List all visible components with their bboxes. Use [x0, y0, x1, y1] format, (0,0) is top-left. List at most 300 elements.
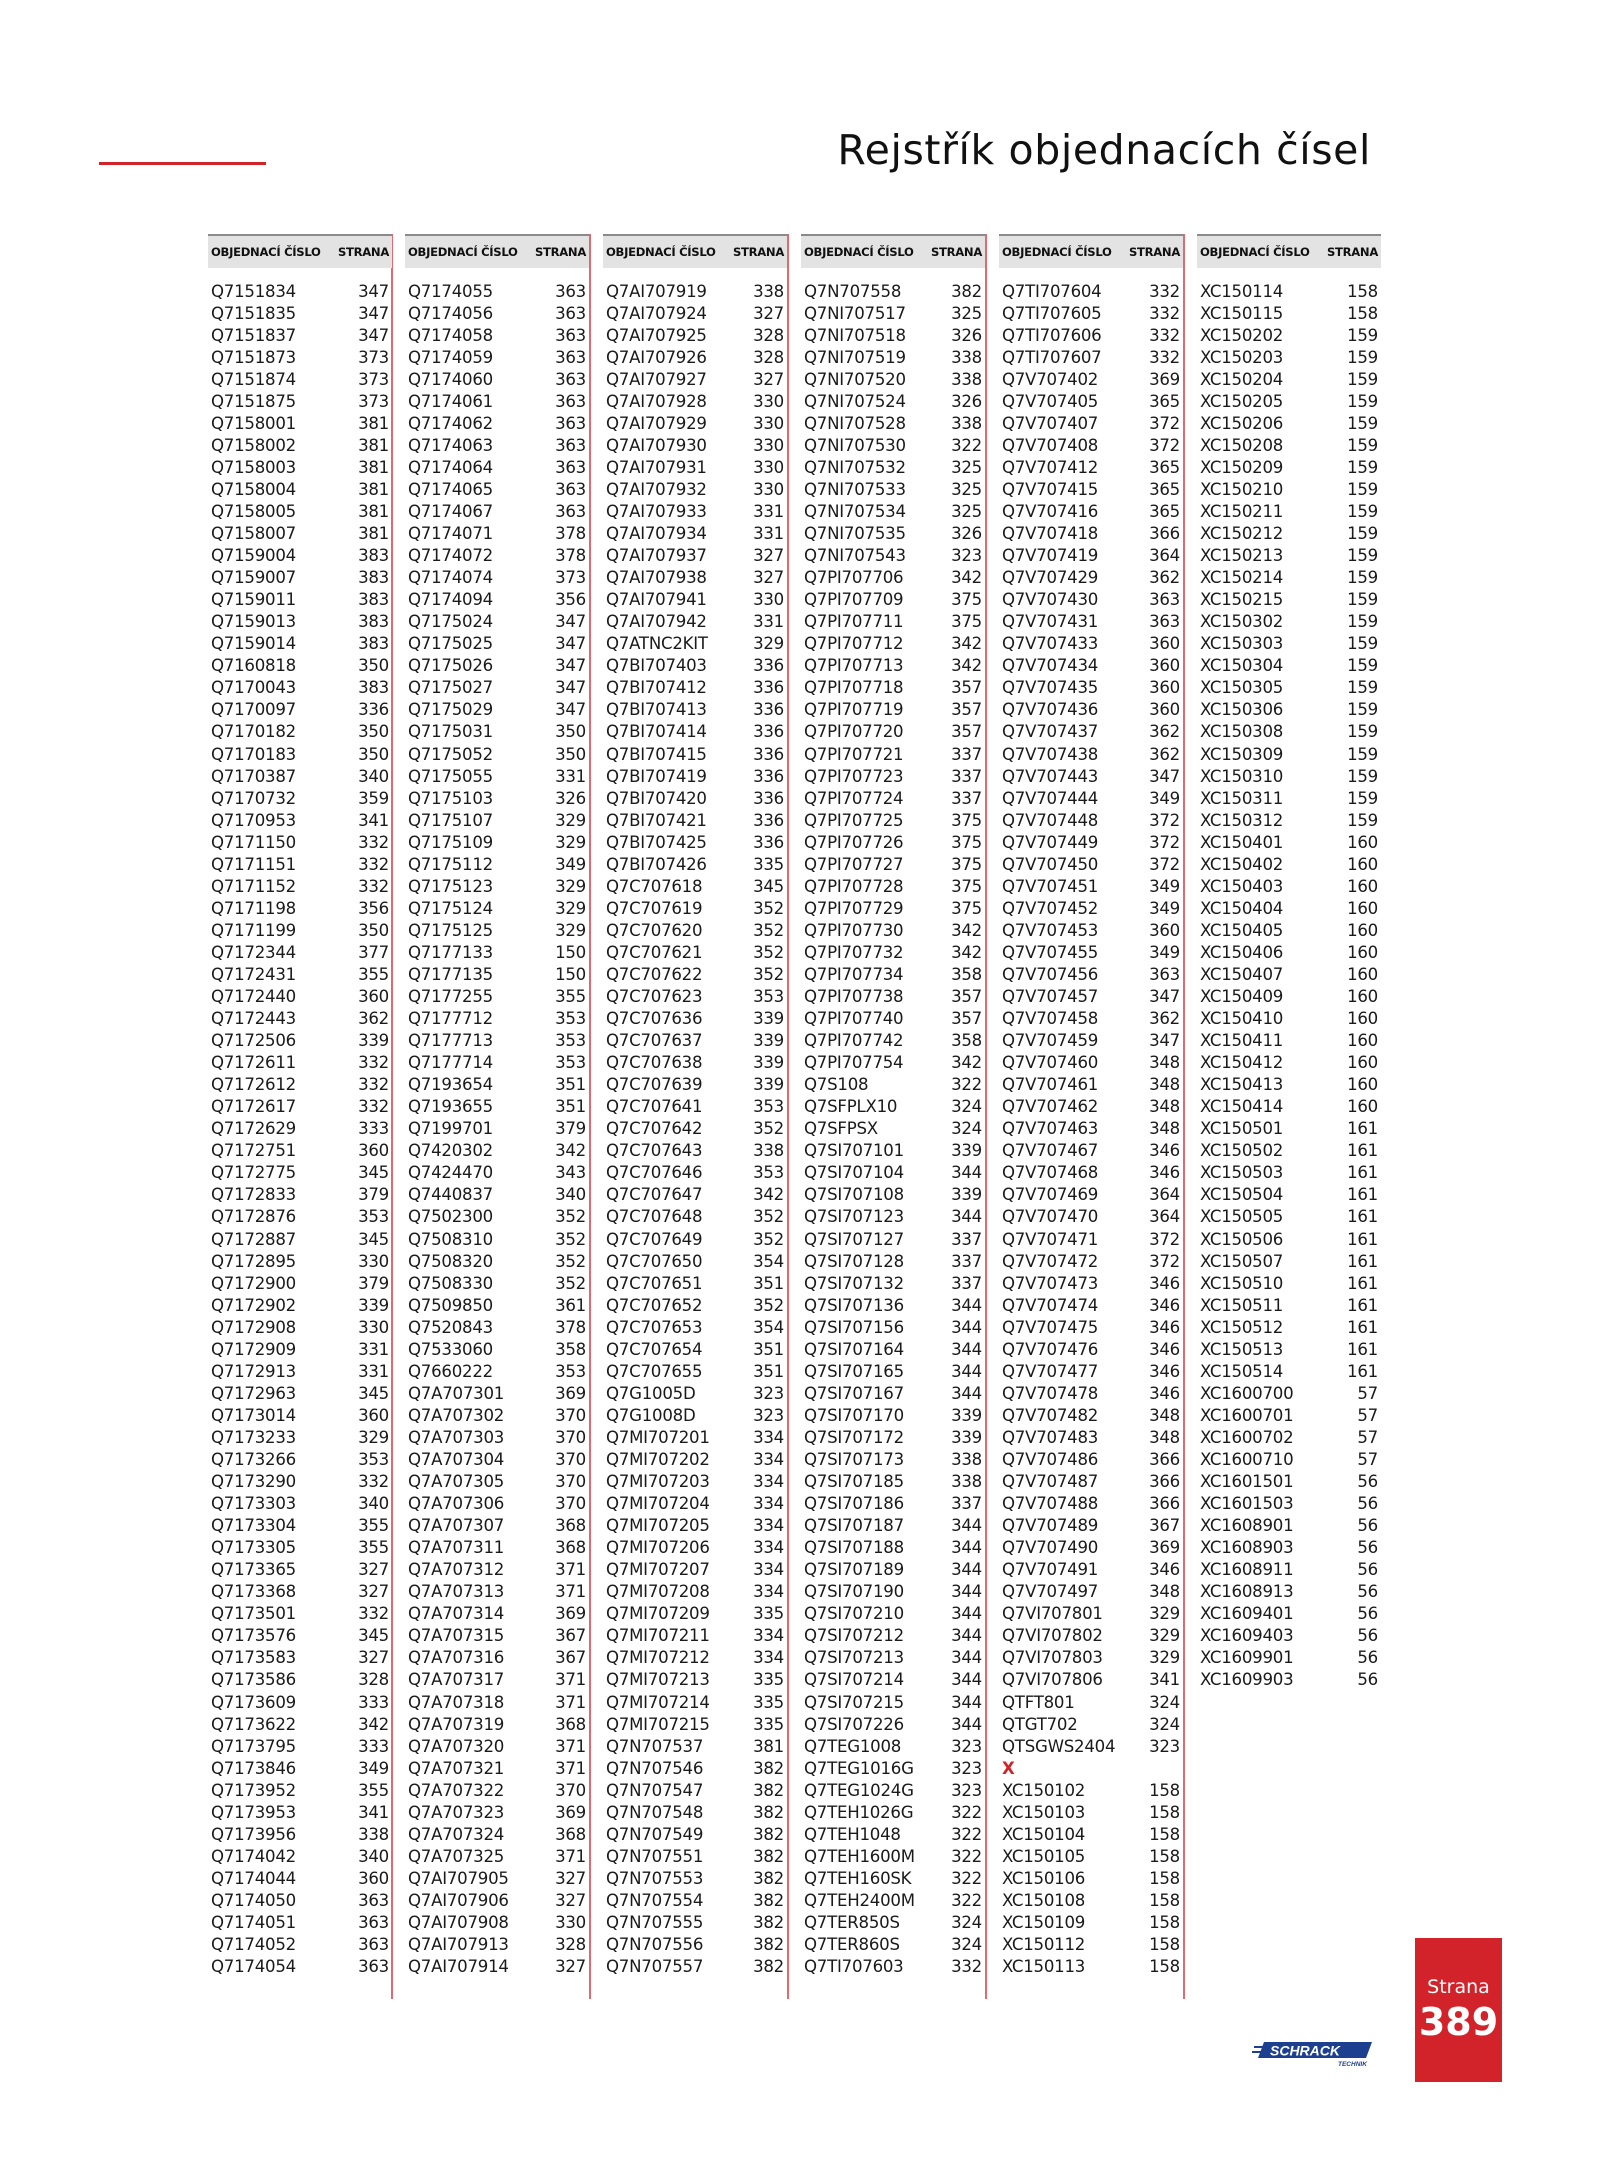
order-number: Q7V707412	[1002, 457, 1099, 477]
index-row	[801, 1823, 985, 1845]
index-row	[999, 765, 1183, 787]
page-reference: 323	[951, 546, 982, 566]
index-row	[208, 1140, 392, 1162]
index-row	[801, 1735, 985, 1757]
index-row	[801, 875, 985, 897]
order-number: Q7174062	[408, 413, 493, 433]
page-reference: 373	[358, 347, 389, 367]
page-reference: 56	[1357, 1626, 1378, 1646]
index-row	[801, 1404, 985, 1426]
index-row	[405, 1382, 589, 1404]
index-row	[405, 1228, 589, 1250]
page-reference: 367	[555, 1626, 586, 1646]
page-reference: 322	[951, 1802, 982, 1822]
order-number: Q7SI707170	[804, 1405, 904, 1425]
index-row	[1197, 1515, 1381, 1537]
index-row	[405, 875, 589, 897]
page-reference: 329	[555, 832, 586, 852]
index-row	[1197, 412, 1381, 434]
index-row	[603, 1008, 787, 1030]
index-row	[603, 302, 787, 324]
order-number: Q7MI707207	[606, 1560, 710, 1580]
index-row	[801, 1691, 985, 1713]
page-reference: 381	[753, 1736, 784, 1756]
page-reference: 342	[555, 1141, 586, 1161]
page-reference: 370	[555, 1472, 586, 1492]
index-row	[405, 1360, 589, 1382]
order-number: Q7TEH2400M	[804, 1890, 915, 1910]
order-number: Q7C707651	[606, 1273, 703, 1293]
page-reference: 328	[753, 347, 784, 367]
order-number: Q7N707556	[606, 1935, 704, 1955]
index-row	[1197, 1030, 1381, 1052]
header-page-label: STRANA	[534, 245, 586, 259]
order-number: Q7V707472	[1002, 1251, 1099, 1271]
page-reference: 381	[358, 479, 389, 499]
order-number: Q7BI707413	[606, 700, 707, 720]
index-row	[405, 1140, 589, 1162]
order-number: XC150103	[1002, 1802, 1086, 1822]
order-number: Q7175112	[408, 854, 493, 874]
index-row	[1197, 941, 1381, 963]
page-reference: 329	[555, 920, 586, 940]
page-reference: 363	[555, 325, 586, 345]
order-number: XC150410	[1200, 1009, 1284, 1029]
column-divider	[589, 234, 591, 1999]
index-row	[208, 1889, 392, 1911]
index-row	[405, 1118, 589, 1140]
index-row	[603, 1228, 787, 1250]
page-reference: 327	[555, 1957, 586, 1977]
page-reference: 323	[753, 1405, 784, 1425]
order-number: XC150406	[1200, 942, 1284, 962]
index-row	[405, 1316, 589, 1338]
index-row	[208, 589, 392, 611]
index-row	[208, 919, 392, 941]
page-reference: 365	[1149, 501, 1180, 521]
order-number: Q7AI707934	[606, 524, 707, 544]
order-number: Q7170732	[211, 788, 296, 808]
order-number: Q7A707319	[408, 1714, 505, 1734]
page-reference: 345	[358, 1229, 389, 1249]
page-reference: 323	[951, 1780, 982, 1800]
index-row	[999, 1250, 1183, 1272]
page-reference: 326	[951, 524, 982, 544]
index-row	[999, 1757, 1183, 1779]
index-row	[1197, 1162, 1381, 1184]
order-number: Q7C707655	[606, 1361, 703, 1381]
order-number: Q7NI707533	[804, 479, 906, 499]
page-reference: 338	[951, 347, 982, 367]
index-row	[208, 1118, 392, 1140]
page-reference: 161	[1347, 1163, 1378, 1183]
order-number: Q7C707646	[606, 1163, 703, 1183]
header-code-label: OBJEDNACÍ ČÍSLO	[606, 245, 716, 259]
page-reference: 350	[358, 722, 389, 742]
order-number: Q7A707325	[408, 1846, 505, 1866]
page-reference: 362	[358, 1009, 389, 1029]
order-number: Q7440837	[408, 1185, 493, 1205]
page-reference: 352	[753, 920, 784, 940]
index-row	[603, 809, 787, 831]
order-number: Q7AI707926	[606, 347, 707, 367]
page-reference: 158	[1347, 303, 1378, 323]
page-reference: 360	[358, 1141, 389, 1161]
index-row	[1197, 589, 1381, 611]
index-row	[1197, 324, 1381, 346]
column-header	[999, 234, 1183, 268]
index-row	[999, 1735, 1183, 1757]
page-reference: 327	[753, 546, 784, 566]
page-reference: 338	[753, 281, 784, 301]
order-number: Q7V707474	[1002, 1295, 1099, 1315]
page-reference: 56	[1357, 1538, 1378, 1558]
order-number: XC150403	[1200, 876, 1284, 896]
order-number: Q7175124	[408, 898, 493, 918]
index-row	[1197, 434, 1381, 456]
index-row	[208, 1801, 392, 1823]
index-row	[1197, 1471, 1381, 1493]
index-row	[603, 897, 787, 919]
page-reference: 331	[753, 612, 784, 632]
order-number: Q7SI707167	[804, 1383, 904, 1403]
page-reference: 332	[1149, 325, 1180, 345]
index-row	[208, 1669, 392, 1691]
page-reference: 378	[555, 524, 586, 544]
order-number: Q7420302	[408, 1141, 493, 1161]
page-reference: 344	[951, 1648, 982, 1668]
page-reference: 159	[1347, 546, 1378, 566]
order-number: Q7175027	[408, 678, 493, 698]
index-row	[603, 346, 787, 368]
order-number: Q7A707306	[408, 1494, 505, 1514]
order-number: Q7V707405	[1002, 391, 1099, 411]
index-row	[405, 280, 589, 302]
order-number: Q7SI707185	[804, 1472, 904, 1492]
index-row	[801, 1713, 985, 1735]
order-number: Q7TEG1024G	[804, 1780, 914, 1800]
page-reference: 342	[951, 942, 982, 962]
index-row	[208, 1537, 392, 1559]
page-reference: 372	[1149, 832, 1180, 852]
order-number: Q7SI707186	[804, 1494, 904, 1514]
index-row	[1197, 1426, 1381, 1448]
index-row	[1197, 1272, 1381, 1294]
index-row	[405, 1691, 589, 1713]
page-reference: 324	[951, 1912, 982, 1932]
order-number: Q7172611	[211, 1053, 296, 1073]
index-column	[405, 234, 589, 1978]
index-row	[999, 1008, 1183, 1030]
page-reference: 382	[753, 1912, 784, 1932]
page-reference: 349	[555, 854, 586, 874]
order-number: Q7174065	[408, 479, 493, 499]
page-reference: 346	[1149, 1141, 1180, 1161]
order-number: QTGT702	[1002, 1714, 1078, 1734]
index-row	[1197, 1206, 1381, 1228]
page-reference: 334	[753, 1538, 784, 1558]
index-row	[603, 523, 787, 545]
order-number: XC150210	[1200, 479, 1284, 499]
order-number: Q7SI707215	[804, 1692, 904, 1712]
index-row	[603, 1250, 787, 1272]
order-number: Q7V707450	[1002, 854, 1099, 874]
index-row	[405, 456, 589, 478]
order-number: Q7172895	[211, 1251, 296, 1271]
page-reference: 159	[1347, 435, 1378, 455]
order-number: Q7173303	[211, 1494, 296, 1514]
order-number: Q7177713	[408, 1031, 493, 1051]
page-reference: 341	[358, 1802, 389, 1822]
index-row	[208, 1074, 392, 1096]
page-reference: 158	[1149, 1868, 1180, 1888]
page-reference: 351	[555, 1075, 586, 1095]
index-row	[1197, 809, 1381, 831]
page-reference: 324	[951, 1119, 982, 1139]
index-row	[208, 1360, 392, 1382]
order-number: Q7N707554	[606, 1890, 704, 1910]
page-reference: 329	[358, 1427, 389, 1447]
order-number: Q7174072	[408, 546, 493, 566]
page-reference: 330	[753, 457, 784, 477]
order-number: Q7BI707415	[606, 744, 707, 764]
index-row	[405, 545, 589, 567]
page-reference: 349	[1149, 942, 1180, 962]
page-reference: 375	[951, 612, 982, 632]
order-number: Q7PI707738	[804, 987, 904, 1007]
page-reference: 371	[555, 1758, 586, 1778]
order-number: Q7174064	[408, 457, 493, 477]
order-number: Q7AI707913	[408, 1935, 509, 1955]
order-number: Q7C707636	[606, 1009, 703, 1029]
header-code-label: OBJEDNACÍ ČÍSLO	[1002, 245, 1112, 259]
page-reference: 338	[951, 1472, 982, 1492]
page-reference: 337	[951, 744, 982, 764]
page-reference: 347	[1149, 987, 1180, 1007]
index-row	[603, 1559, 787, 1581]
page-reference: 359	[358, 788, 389, 808]
index-row	[999, 809, 1183, 831]
order-number: Q7A707302	[408, 1405, 505, 1425]
index-row	[999, 941, 1183, 963]
index-row	[801, 545, 985, 567]
index-column	[1197, 234, 1381, 1691]
order-number: Q7PI707706	[804, 568, 904, 588]
page-reference: 56	[1357, 1648, 1378, 1668]
index-row	[405, 941, 589, 963]
index-row	[603, 1493, 787, 1515]
order-number: XC1609903	[1200, 1670, 1294, 1690]
page-reference: 57	[1357, 1383, 1378, 1403]
index-row	[603, 589, 787, 611]
page-reference: 381	[358, 435, 389, 455]
page-reference: 346	[1149, 1361, 1180, 1381]
page-reference: 370	[555, 1780, 586, 1800]
index-row	[1197, 500, 1381, 522]
index-row	[208, 809, 392, 831]
page-reference: 375	[951, 898, 982, 918]
index-row	[1197, 1250, 1381, 1272]
index-row	[801, 1581, 985, 1603]
index-row	[801, 1911, 985, 1933]
page-reference: 159	[1347, 722, 1378, 742]
index-row	[208, 1448, 392, 1470]
page-reference: 329	[555, 898, 586, 918]
page-reference: 362	[1149, 568, 1180, 588]
column-header	[208, 234, 392, 268]
index-row	[208, 1316, 392, 1338]
page-reference: 365	[1149, 457, 1180, 477]
index-row	[405, 324, 589, 346]
order-number: XC150215	[1200, 590, 1284, 610]
page-reference: 364	[1149, 1185, 1180, 1205]
index-row	[208, 986, 392, 1008]
page-reference: 336	[753, 744, 784, 764]
order-number: Q7MI707203	[606, 1472, 710, 1492]
page-reference: 382	[951, 281, 982, 301]
order-number: Q7BI707412	[606, 678, 707, 698]
index-row	[801, 1338, 985, 1360]
index-row	[801, 1118, 985, 1140]
order-number: Q7MI707209	[606, 1604, 710, 1624]
index-row	[999, 1338, 1183, 1360]
order-number: XC150311	[1200, 788, 1284, 808]
order-number: Q7A707320	[408, 1736, 505, 1756]
order-number: Q7533060	[408, 1339, 493, 1359]
page-reference: 357	[951, 678, 982, 698]
page-reference: 356	[358, 898, 389, 918]
order-number: Q7V707475	[1002, 1317, 1099, 1337]
page-reference: 160	[1347, 1097, 1378, 1117]
order-number: Q7A707316	[408, 1648, 505, 1668]
index-row	[1197, 1448, 1381, 1470]
index-row	[801, 1096, 985, 1118]
order-number: Q7C707639	[606, 1075, 703, 1095]
order-number: Q7171150	[211, 832, 296, 852]
index-row	[999, 721, 1183, 743]
index-row	[603, 1404, 787, 1426]
index-row	[208, 324, 392, 346]
index-row	[801, 721, 985, 743]
index-row	[405, 963, 589, 985]
index-row	[801, 1471, 985, 1493]
page-reference: 330	[753, 435, 784, 455]
order-number: Q7NI707535	[804, 524, 906, 544]
order-number: XC150502	[1200, 1141, 1284, 1161]
page-reference: 158	[1347, 281, 1378, 301]
order-number: Q7173305	[211, 1538, 296, 1558]
order-number: Q7V707418	[1002, 524, 1099, 544]
order-number: Q7151873	[211, 347, 296, 367]
index-row	[1197, 787, 1381, 809]
order-number: Q7V707455	[1002, 942, 1099, 962]
index-row	[603, 1889, 787, 1911]
page-reference: 329	[1149, 1626, 1180, 1646]
order-number: Q7NI707534	[804, 501, 906, 521]
order-number: Q7172913	[211, 1361, 296, 1381]
order-number: Q7A707301	[408, 1383, 505, 1403]
index-row	[603, 1603, 787, 1625]
index-row	[999, 1713, 1183, 1735]
index-row	[405, 1338, 589, 1360]
index-row	[208, 1294, 392, 1316]
order-number: Q7174044	[211, 1868, 296, 1888]
index-row	[801, 1140, 985, 1162]
order-number: Q7SI707136	[804, 1295, 904, 1315]
order-number: XC1608901	[1200, 1516, 1294, 1536]
index-row	[999, 1867, 1183, 1889]
page-reference: 344	[951, 1163, 982, 1183]
index-row	[999, 324, 1183, 346]
order-number: Q7158002	[211, 435, 296, 455]
index-row	[801, 963, 985, 985]
header-code-label: OBJEDNACÍ ČÍSLO	[408, 245, 518, 259]
page-reference: 383	[358, 568, 389, 588]
page-reference: 370	[555, 1494, 586, 1514]
index-row	[405, 567, 589, 589]
page-reference: 56	[1357, 1472, 1378, 1492]
order-number: Q7SI707156	[804, 1317, 904, 1337]
index-row	[208, 434, 392, 456]
index-row	[208, 743, 392, 765]
order-number: Q7V707452	[1002, 898, 1099, 918]
order-number: XC150312	[1200, 810, 1284, 830]
order-number: Q7BI707419	[606, 766, 707, 786]
page-reference: 325	[951, 479, 982, 499]
column-divider	[1183, 234, 1185, 1999]
index-row	[1197, 1184, 1381, 1206]
index-row	[999, 611, 1183, 633]
page-reference: 346	[1149, 1560, 1180, 1580]
index-row	[999, 1647, 1183, 1669]
order-number: Q7170953	[211, 810, 296, 830]
page-reference: 372	[1149, 854, 1180, 874]
page-reference: 352	[753, 1207, 784, 1227]
index-row	[405, 1889, 589, 1911]
page-reference: 365	[1149, 391, 1180, 411]
index-row	[1197, 302, 1381, 324]
page-reference: 363	[555, 347, 586, 367]
order-number: Q7V707415	[1002, 479, 1099, 499]
page-reference: 323	[951, 1758, 982, 1778]
order-number: Q7171198	[211, 898, 296, 918]
order-number: Q7193654	[408, 1075, 493, 1095]
page-reference: 335	[753, 854, 784, 874]
page-reference: 381	[358, 413, 389, 433]
order-number: Q7V707448	[1002, 810, 1099, 830]
order-number: Q7PI707729	[804, 898, 904, 918]
index-row	[1197, 875, 1381, 897]
order-number: Q7PI707720	[804, 722, 904, 742]
page-reference: 331	[555, 766, 586, 786]
index-row	[1197, 1537, 1381, 1559]
index-row	[603, 1074, 787, 1096]
index-row	[603, 1647, 787, 1669]
order-number: Q7193655	[408, 1097, 493, 1117]
page-reference: 324	[1149, 1714, 1180, 1734]
page-reference: 382	[753, 1824, 784, 1844]
index-row	[208, 787, 392, 809]
page-reference: 336	[753, 656, 784, 676]
order-number: Q7BI707421	[606, 810, 707, 830]
order-number: XC150413	[1200, 1075, 1284, 1095]
order-number: Q7159013	[211, 612, 296, 632]
page-reference: 159	[1347, 810, 1378, 830]
index-row	[603, 1030, 787, 1052]
order-number: Q7SI707188	[804, 1538, 904, 1558]
order-number: Q7160818	[211, 656, 296, 676]
index-row	[801, 941, 985, 963]
